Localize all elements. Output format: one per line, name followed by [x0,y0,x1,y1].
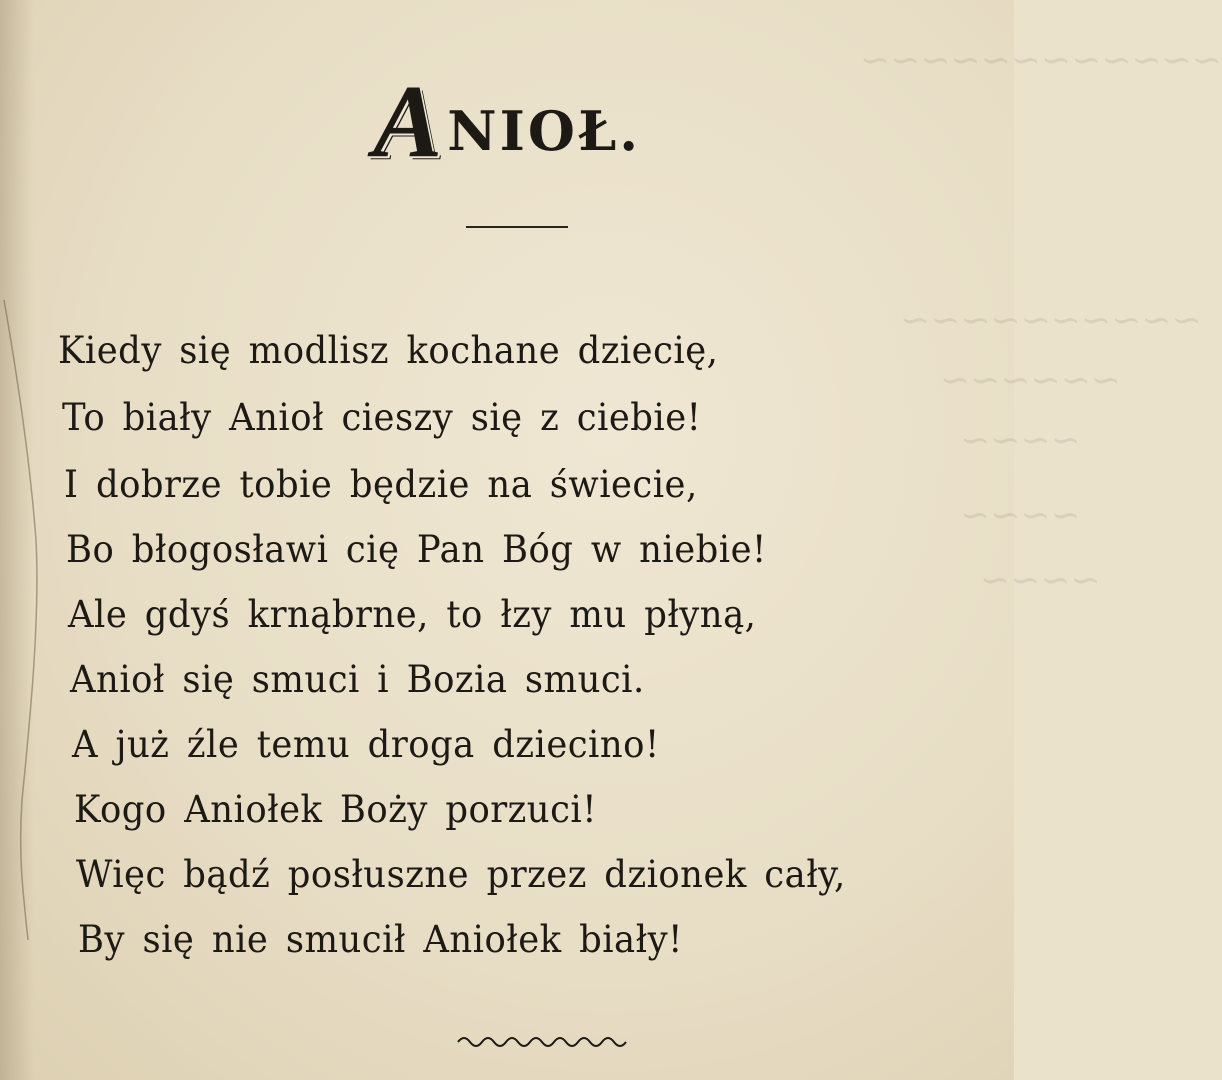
poem-line: Ale gdyś krnąbrne, to łzy mu płyną, [68,593,757,636]
reverse-page-bleed-through: ~~~~~~~~~~~~ ~~~~~~~~~~ ~~~~~~ ~~~~ ~~~~ ~~~~ [860,40,1222,601]
poem-title [0,64,1014,179]
poem-line: Anioł się smuci i Bozia smuci. [70,658,645,701]
poem-line: A już źle temu droga dziecino! [72,723,660,766]
poem-line: Kiedy się modlisz kochane dziecię, [58,329,719,372]
wavy-divider-ornament [456,1026,626,1050]
poem-line: I dobrze tobie będzie na świecie, [64,463,698,506]
ornamental-initial: A [372,64,446,179]
poem-line: Bo błogosławi cię Pan Bóg w niebie! [66,528,767,571]
poem-line: By się nie smucił Aniołek biały! [78,918,683,961]
title-rule [466,226,568,228]
poem-stanza [58,318,998,968]
poem-line: Więc bądź posłuszne przez dzionek cały, [76,853,846,896]
title-text: NIOŁ. [447,99,642,163]
poem-line: To biały Anioł cieszy się z ciebie! [62,396,702,439]
poem-line: Kogo Aniołek Boży porzuci! [74,788,597,831]
